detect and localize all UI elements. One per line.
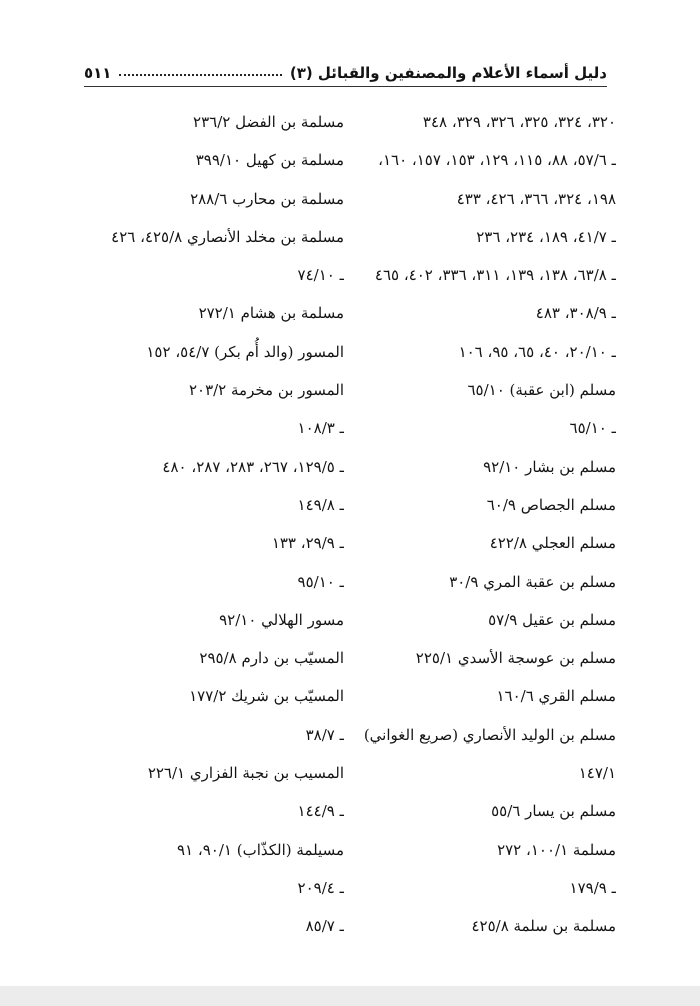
index-entry: مسلمة بن كهيل ٣٩٩/١٠ — [195, 151, 344, 170]
index-entry: ـ ٩٥/١٠ — [297, 572, 344, 591]
index-entry: مسلم بن عوسجة الأسدي ٢٢٥/١ — [415, 649, 616, 668]
index-entry: ـ ١٠٨/٣ — [297, 419, 344, 438]
index-entry: ـ ٣٠٨/٩، ٤٨٣ — [535, 304, 616, 323]
index-entry: مسور الهلالي ٩٢/١٠ — [219, 610, 344, 629]
index-entry: مسلم بن الوليد الأنصاري (صريع الغواني) — [363, 725, 616, 744]
index-entry: ـ ٦٣/٨، ١٣٨، ١٣٩، ٣١١، ٣٣٦، ٤٠٢، ٤٦٥ — [374, 266, 616, 285]
index-entry: ـ ١٧٩/٩ — [569, 878, 616, 897]
index-entry: المسيب بن نجبة الفزاري ٢٢٦/١ — [147, 764, 344, 783]
index-entry: مسلم (ابن عقبة) ٦٥/١٠ — [467, 381, 616, 400]
index-entry: مسلمة بن سلمة ٤٢٥/٨ — [471, 917, 616, 936]
index-entry: ـ ٤١/٧، ١٨٩، ٢٣٤، ٢٣٦ — [476, 227, 616, 246]
index-entry: ـ ١٢٩/٥، ٢٦٧، ٢٨٣، ٢٨٧، ٤٨٠ — [162, 457, 344, 476]
index-entry: ـ ٢٩/٩، ١٣٣ — [271, 534, 344, 553]
index-entry: ـ ٧٤/١٠ — [297, 266, 344, 285]
index-entry: ـ ٢٠٩/٤ — [297, 878, 344, 897]
index-entry: المسيّب بن دارم ٢٩٥/٨ — [199, 649, 344, 668]
header-rule — [84, 86, 607, 87]
index-entry: ١٤٧/١ — [578, 764, 616, 783]
index-entry: ١٩٨، ٣٢٤، ٣٦٦، ٤٢٦، ٤٣٣ — [456, 189, 616, 208]
index-column-left — [84, 103, 344, 946]
index-entry: مسلمة بن الفضل ٢٣٦/٢ — [193, 113, 344, 131]
index-entry: مسلمة بن هشام ٢٧٢/١ — [198, 304, 344, 323]
index-entry: ـ ٦٥/١٠ — [569, 419, 616, 438]
index-entry: المسور (والد أُم بكر) ٥٤/٧، ١٥٢ — [146, 342, 344, 361]
index-entry: مسيلمة (الكذّاب) ٩٠/١، ٩١ — [176, 840, 344, 859]
index-column-right — [316, 103, 616, 946]
index-entry: مسلم بن عقيل ٥٧/٩ — [488, 610, 616, 629]
index-entry: ـ ١٤٤/٩ — [297, 802, 344, 821]
running-header — [84, 48, 607, 82]
header-title: دليل أسماء الأعلام والمصنفين والقبائل (٣) — [289, 64, 607, 82]
index-entry: ـ ٢٠/١٠، ٤٠، ٦٥، ٩٥، ١٠٦ — [458, 342, 616, 361]
index-entry: ـ ٣٨/٧ — [305, 725, 344, 744]
index-entry: ـ ١٤٩/٨ — [297, 495, 344, 514]
index-entry: مسلم بن بشار ٩٢/١٠ — [483, 457, 616, 476]
index-entry: ٣٢٠، ٣٢٤، ٣٢٥، ٣٢٦، ٣٢٩، ٣٤٨ — [422, 113, 616, 131]
index-entry: مسلمة ١٠٠/١، ٢٧٢ — [497, 840, 616, 859]
header-dot-leader — [119, 73, 281, 76]
scan-bottom-edge — [0, 986, 700, 1006]
index-entry: مسلمة بن محارب ٢٨٨/٦ — [190, 189, 344, 208]
index-entry: مسلم الجصاص ٦٠/٩ — [486, 495, 616, 514]
index-entry: المسيّب بن شريك ١٧٧/٢ — [189, 687, 344, 706]
index-entry: مسلم العجلي ٤٢٢/٨ — [489, 534, 616, 553]
index-entry: ـ ٨٥/٧ — [305, 917, 344, 936]
index-entry: مسلمة بن مخلد الأنصاري ٤٢٥/٨، ٤٢٦ — [111, 227, 344, 246]
page-number: ٥١١ — [84, 64, 112, 82]
index-entry: المسور بن مخرمة ٢٠٣/٢ — [188, 381, 344, 400]
index-entry: مسلم القري ١٦٠/٦ — [496, 687, 616, 706]
index-entry: مسلم بن يسار ٥٥/٦ — [491, 802, 616, 821]
index-entry: ـ ٥٧/٦، ٨٨، ١١٥، ١٢٩، ١٥٣، ١٥٧، ١٦٠، — [378, 151, 616, 170]
index-entry: مسلم بن عقبة المري ٣٠/٩ — [449, 572, 616, 591]
